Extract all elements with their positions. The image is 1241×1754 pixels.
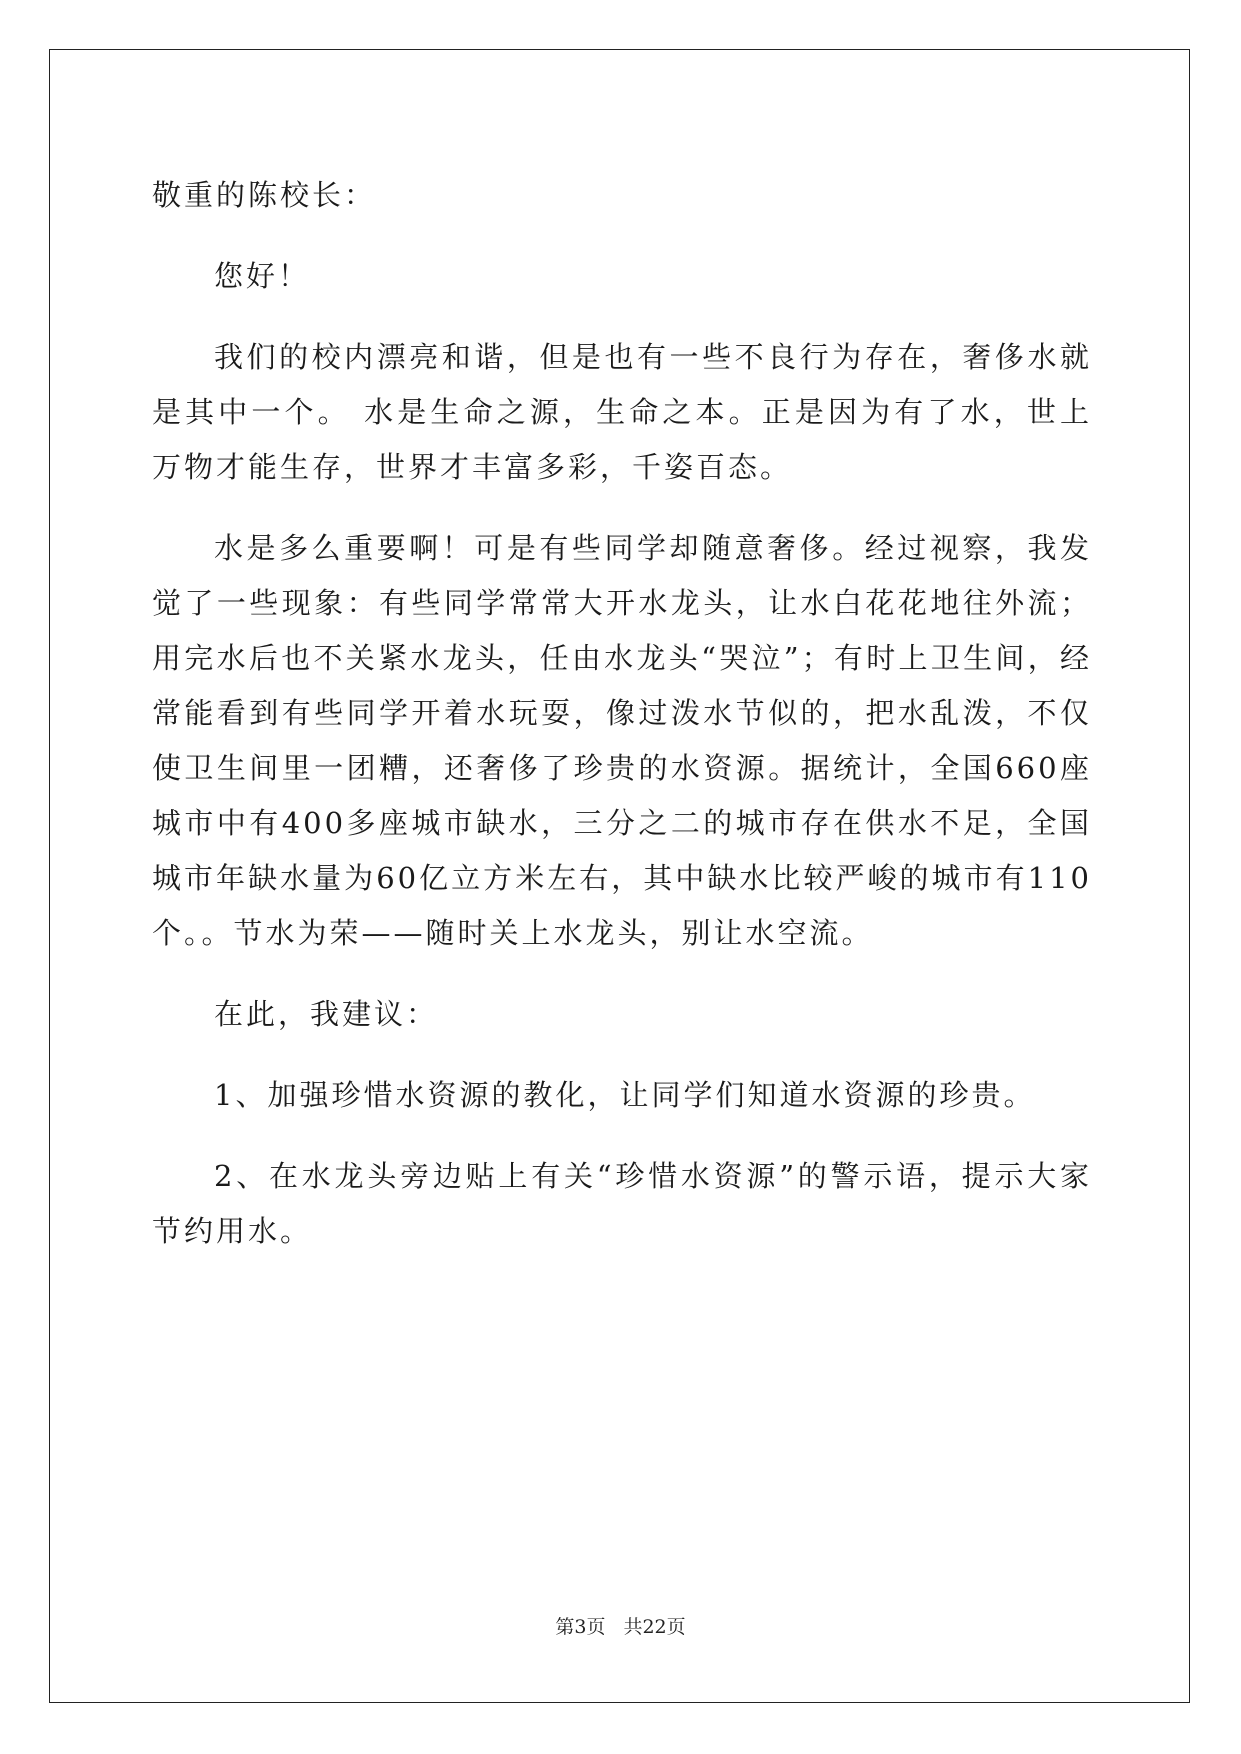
letter-body: [152, 168, 1092, 1285]
page-number: 第3页: [555, 1616, 606, 1638]
paragraph-intro: 我们的校内漂亮和谐，但是也有一些不良行为存在，奢侈水就是其中一个。 水是生命之源，生命之本。正是因为有了水，世上万物才能生存，世界才丰富多彩，千姿百态。: [152, 340, 1092, 484]
suggestion-item-2: 2、在水龙头旁边贴上有关“珍惜水资源”的警示语，提示大家节约用水。: [152, 1159, 1092, 1248]
salutation: 敬重的陈校长：: [152, 178, 377, 212]
paragraph-greeting: 您好！: [214, 259, 311, 293]
paragraph-observations: 水是多么重要啊！可是有些同学却随意奢侈。经过视察，我发觉了一些现象：有些同学常常大开水龙头，让水白花花地往外流；用完水后也不关紧水龙头，任由水龙头“哭泣”；有时上卫生间，经常能看到有些同学开着水玩耍，像过泼水节似的，把水乱泼，不仅使卫生间里一团糟，还奢侈了珍贵的水资源。据统计，全国660座城市中有400多座城市缺水，三分之二的城市存在供水不足，全国城市年缺水量为60亿立方米左右，其中缺水比较严峻的城市有110个。。节水为荣——随时关上水龙头，别让水空流。: [152, 531, 1092, 950]
page-total: 共22页: [623, 1616, 686, 1638]
suggestion-item-1: 1、加强珍惜水资源的教化，让同学们知道水资源的珍贵。: [214, 1078, 1036, 1112]
page-footer: [0, 1612, 1241, 1639]
paragraph-suggestion-lead: 在此，我建议：: [214, 997, 439, 1031]
